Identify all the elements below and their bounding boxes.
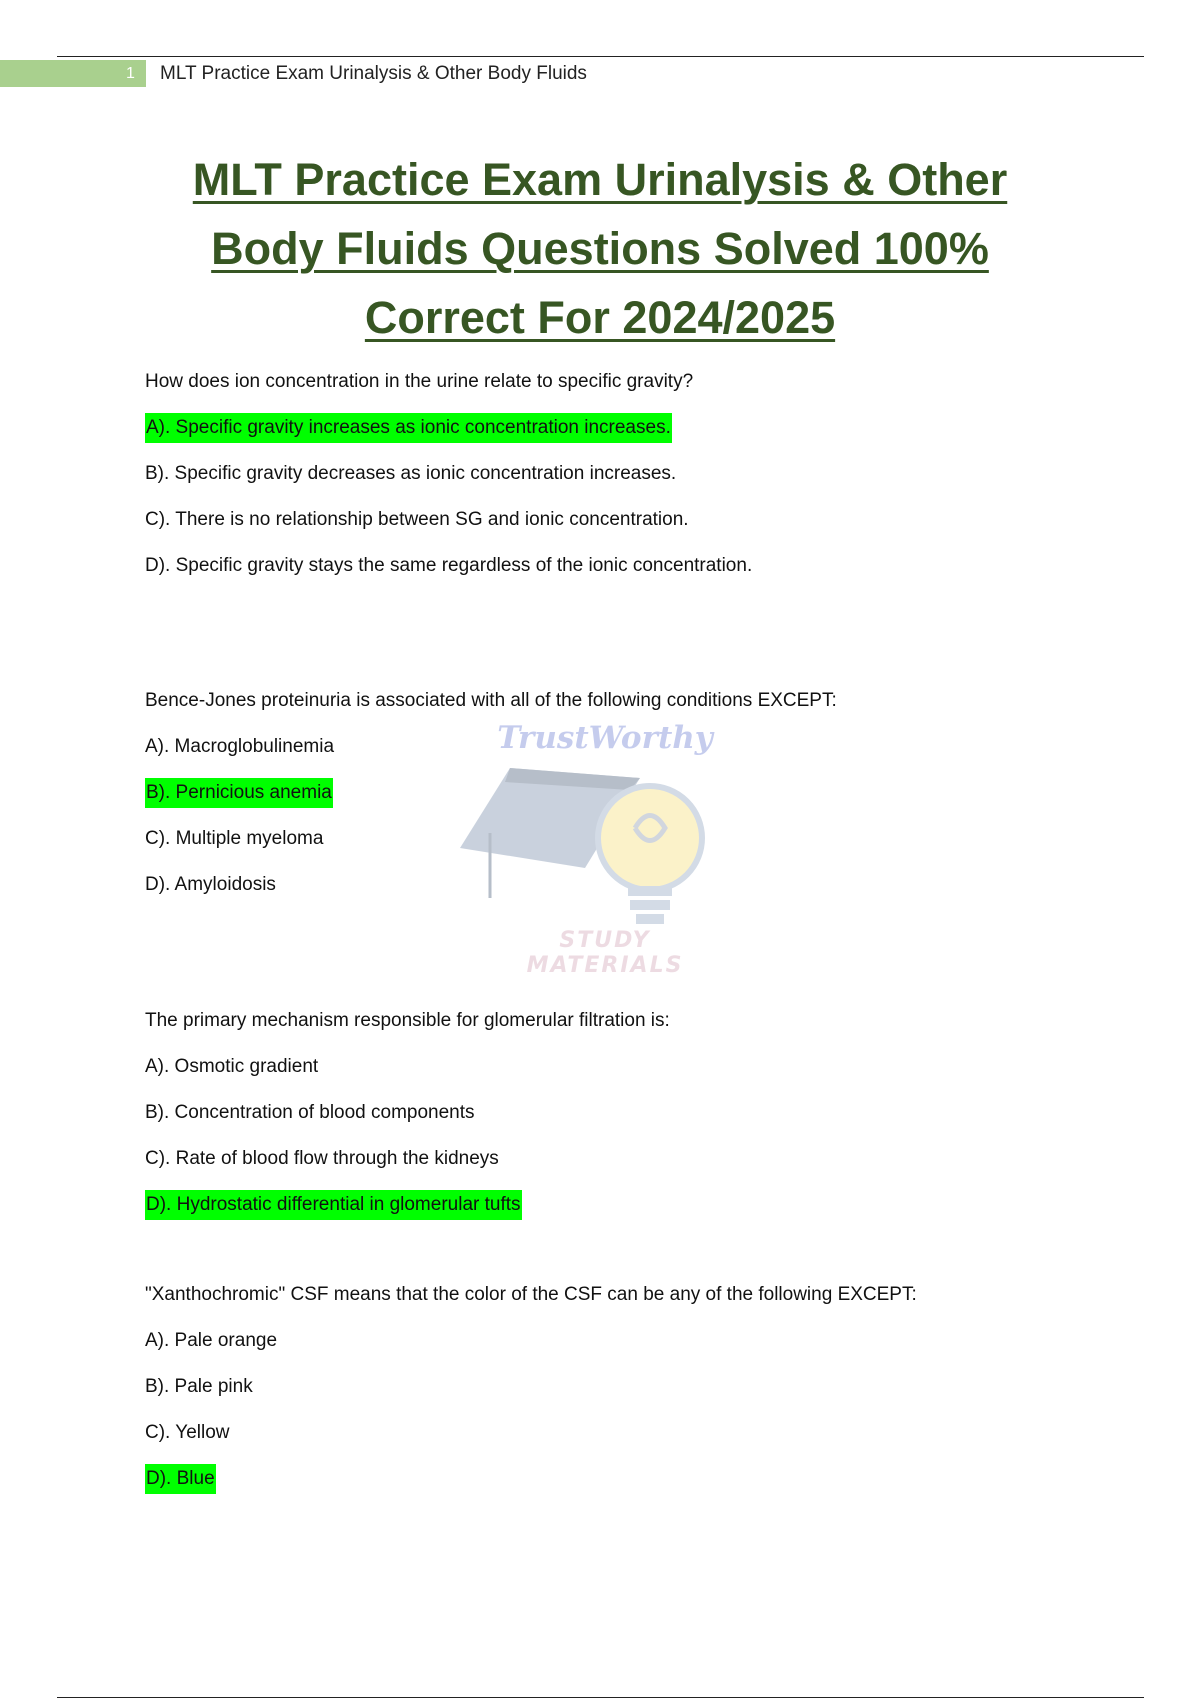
answer-option: D). Amyloidosis <box>145 874 276 895</box>
question-text: "Xanthochromic" CSF means that the color of the CSF can be any of the following EXCEPT: <box>145 1284 917 1305</box>
watermark-brand: TrustWorthy <box>497 720 713 756</box>
answer-option: C). Multiple myeloma <box>145 828 324 849</box>
title-line: MLT Practice Exam Urinalysis & Other <box>192 154 1008 205</box>
title-line: Body Fluids Questions Solved 100% <box>211 223 989 274</box>
document-title <box>140 145 1060 352</box>
question-list <box>145 367 1065 1510</box>
running-header: MLT Practice Exam Urinalysis & Other Body Fluids <box>160 63 587 84</box>
answer-option: C). Yellow <box>145 1422 230 1443</box>
answer-option: C). There is no relationship between SG and ionic concentration. <box>145 509 689 530</box>
answer-option: C). Rate of blood flow through the kidneys <box>145 1148 499 1169</box>
question-block <box>145 367 1065 597</box>
footer-rule <box>57 1697 1144 1698</box>
question-text: Bence-Jones proteinuria is associated with all of the following conditions EXCEPT: <box>145 690 837 711</box>
question-block <box>145 1006 1065 1236</box>
answer-option: A). Osmotic gradient <box>145 1056 319 1077</box>
answer-option: B). Pale pink <box>145 1376 253 1397</box>
answer-option: A). Macroglobulinemia <box>145 736 335 757</box>
title-line: Correct For 2024/2025 <box>364 292 836 343</box>
page-number-tab <box>0 60 146 87</box>
answer-option-correct: D). Hydrostatic differential in glomerular tufts <box>145 1190 1065 1236</box>
answer-option-correct: D). Blue <box>145 1464 1065 1510</box>
question-text: How does ion concentration in the urine relate to specific gravity? <box>145 371 694 392</box>
answer-option: B). Concentration of blood components <box>145 1102 475 1123</box>
question-block <box>145 1280 1065 1510</box>
answer-option-correct: B). Pernicious anemia <box>145 778 1065 824</box>
answer-option-correct: A). Specific gravity increases as ionic concentration increases. <box>145 413 1065 459</box>
answer-option: D). Specific gravity stays the same regardless of the ionic concentration. <box>145 555 753 576</box>
page-number: 1 <box>126 65 135 82</box>
header-rule <box>57 56 1144 57</box>
watermark-tagline: STUDY MATERIALS <box>526 928 684 978</box>
question-block <box>145 686 1065 916</box>
answer-option: A). Pale orange <box>145 1330 278 1351</box>
answer-option: B). Specific gravity decreases as ionic concentration increases. <box>145 463 677 484</box>
question-text: The primary mechanism responsible for glomerular filtration is: <box>145 1010 670 1031</box>
